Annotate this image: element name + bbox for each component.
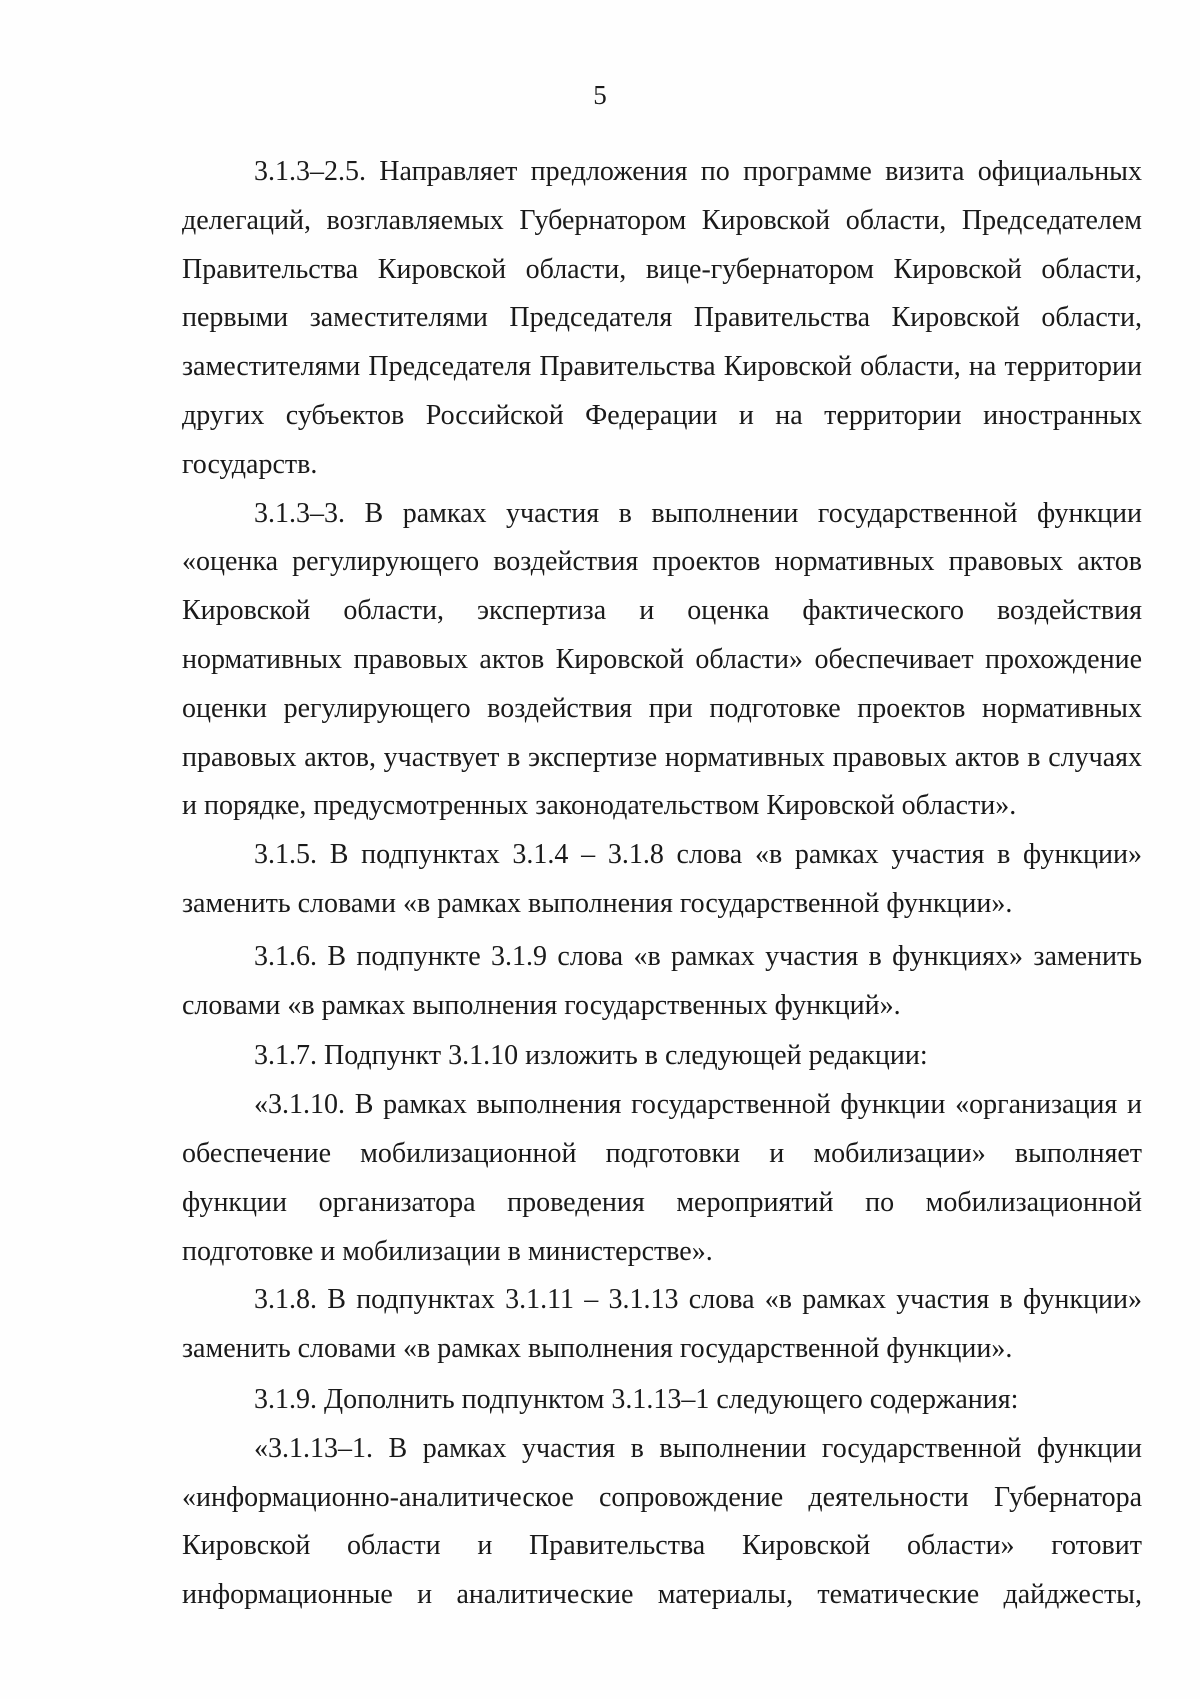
paragraph-quote-3-1-13-1: «3.1.13–1. В рамках участия в выполнении государственной функции «информационно-аналитическое сопровождение деятельности Губернатора Кировской области и Правительства Кировской области» готовит информационные и аналитические материалы, тематические дайджесты,	[182, 1432, 1142, 1611]
paragraph-3-1-9: 3.1.9. Дополнить подпунктом 3.1.13–1 следующего содержания:	[254, 1383, 1019, 1415]
document-body	[182, 148, 1142, 1620]
paragraph-3-1-5: 3.1.5. В подпунктах 3.1.4 – 3.1.8 слова «в рамках участия в функции» заменить словами «в рамках выполнения государственной функции».	[182, 839, 1142, 919]
paragraph-3-1-8: 3.1.8. В подпунктах 3.1.11 – 3.1.13 слова «в рамках участия в функции» заменить словами «в рамках выполнения государственной функции».	[182, 1284, 1142, 1365]
paragraph-3-1-6: 3.1.6. В подпункте 3.1.9 слова «в рамках участия в функциях» заменить словами «в рамках выполнения государственных функций».	[182, 940, 1142, 1021]
paragraph-3-1-3-2-5: 3.1.3–2.5. Направляет предложения по программе визита официальных делегаций, возглавляемых Губернатором Кировской области, Председателем Правительства Кировской области, вице-губернатором Кировской области, первыми заместителями Председателя Правительства Кировской области, заместителями Председателя Правительства Кировской области, на территории других субъектов Российской Федерации и на территории иностранных государств.	[182, 156, 1142, 480]
paragraph-3-1-3-3: 3.1.3–3. В рамках участия в выполнении государственной функции «оценка регулирующего воздействия проектов нормативных правовых актов Кировской области, экспертиза и оценка фактического воздействия нормативных правовых актов Кировской области» обеспечивает прохождение оценки регулирующего воздействия при подготовке проектов нормативных правовых актов, участвует в экспертизе нормативных правовых актов в случаях и порядке, предусмотренных законодательством Кировской области».	[182, 497, 1142, 822]
paragraph-3-1-7: 3.1.7. Подпункт 3.1.10 изложить в следующей редакции:	[254, 1040, 928, 1072]
page-number: 5	[593, 80, 607, 110]
paragraph-quote-3-1-10: «3.1.10. В рамках выполнения государственной функции «организация и обеспечение мобилизационной подготовки и мобилизации» выполняет функции организатора проведения мероприятий по мобилизационной подготовке и мобилизации в министерстве».	[182, 1089, 1142, 1267]
